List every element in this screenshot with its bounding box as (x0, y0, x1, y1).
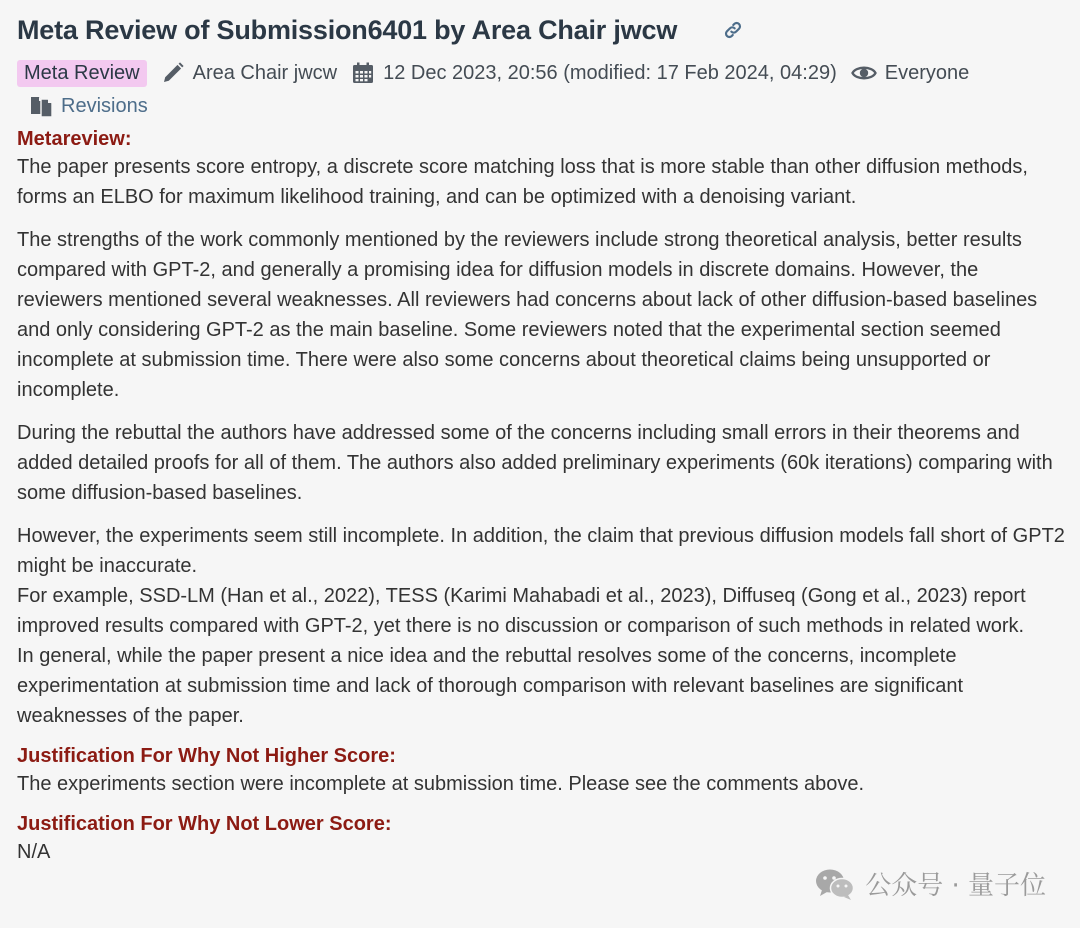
date-info (351, 61, 837, 85)
metareview-text (17, 152, 1067, 731)
meta-review-note (17, 12, 1067, 867)
lower-score-label: Justification For Why Not Lower Score: (17, 813, 392, 835)
revisions-label: Revisions (61, 94, 148, 117)
metareview-paragraph: However, the experiments seem still incomplete. In addition, the claim that previous diffusion models fall short of GPT2 might be inaccurate. (17, 525, 1065, 577)
revisions-link[interactable] (29, 94, 148, 118)
note-meta (17, 58, 1067, 88)
metareview-paragraph: For example, SSD-LM (Han et al., 2022), TESS (Karimi Mahabadi et al., 2023), Diffuseq (Gong et al., 2023) report improved results compared with GPT-2, yet there is no discussion or comparison of such methods in related work. (17, 585, 1026, 637)
note-date: 12 Dec 2023, 20:56 (modified: 17 Feb 2024, 04:29) (383, 61, 837, 84)
watermark (815, 865, 1046, 902)
eye-icon (851, 61, 877, 85)
pencil-icon (161, 61, 185, 85)
revisions-row (29, 91, 1067, 121)
permalink-button[interactable] (721, 18, 745, 42)
higher-score-text: The experiments section were incomplete at submission time. Please see the comments above. (17, 773, 865, 795)
metareview-paragraph: The strengths of the work commonly mentioned by the reviewers include strong theoretical analysis, better results compared with GPT-2, and generally a promising idea for diffusion models in discrete domains. However, the reviewers mentioned several weaknesses. All reviewers had concerns about lack of other diffusion-based baselines and only considering GPT-2 as the main baseline. Some reviewers noted that the experimental section seemed incomplete at submission time. There were also some concerns about theoretical claims being unsupported or incomplete. (17, 229, 1038, 401)
metareview-paragraph: In general, while the paper present a nice idea and the rebuttal resolves some of the concerns, incomplete experimentation at submission time and lack of thorough comparison with relevant baselines are significant weaknesses of the paper. (17, 645, 964, 727)
metareview-paragraph: The paper presents score entropy, a discrete score matching loss that is more stable than other diffusion methods, forms an ELBO for maximum likelihood training, and can be optimized with a denoising variant. (17, 156, 1028, 208)
lower-score-text: N/A (17, 841, 51, 863)
visibility-info (851, 61, 970, 85)
note-header (17, 12, 1067, 48)
metareview-label: Metareview: (17, 128, 132, 150)
invitation-badge: Meta Review (17, 60, 147, 87)
page-title: Meta Review of Submission6401 by Area Chair jwcw (17, 14, 678, 45)
author-name: Area Chair jwcw (192, 61, 338, 84)
wechat-icon (815, 867, 855, 901)
metareview-paragraph: During the rebuttal the authors have addressed some of the concerns including small errors in their theorems and added detailed proofs for all of them. The authors also added preliminary experiments (60k iterations) comparing with some diffusion-based baselines. (17, 422, 1053, 504)
author-info (161, 61, 337, 85)
watermark-text: 公众号 · 量子位 (865, 871, 1046, 901)
documents-icon (29, 94, 55, 118)
higher-score-label: Justification For Why Not Higher Score: (17, 745, 396, 767)
link-icon (723, 20, 743, 40)
visibility-label: Everyone (884, 61, 970, 84)
calendar-icon (351, 61, 375, 85)
